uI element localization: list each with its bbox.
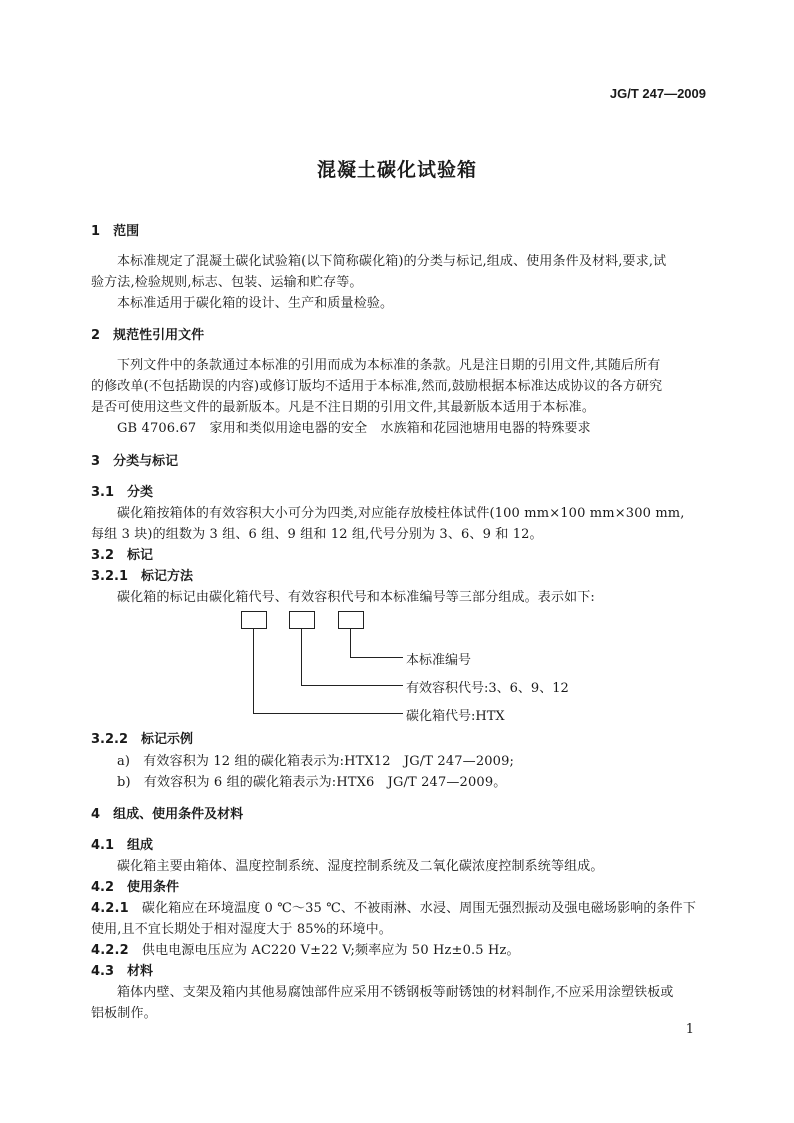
page-number: 1 <box>685 1022 694 1037</box>
section-number: 2 <box>91 328 101 343</box>
section-title: 材料 <box>127 964 154 979</box>
normative-reference: GB 4706.67 家用和类似用途电器的安全 水族箱和花园池塘用电器的特殊要求 <box>117 421 591 436</box>
paragraph-line: 铝板制作。 <box>91 1006 157 1021</box>
section-title: 组成 <box>127 838 154 853</box>
volume-box <box>289 611 315 629</box>
list-item <box>117 771 506 790</box>
paragraph-line: 碳化箱按箱体的有效容积大小可分为四类,对应能存放棱柱体试件(100 mm×100 mm×300 mm, <box>117 506 685 521</box>
list-item-text: 有效容积为 12 组的碳化箱表示为:HTX12 JG/T 247—2009; <box>143 754 515 769</box>
clause-number: 4.2.2 <box>91 943 129 958</box>
section-title: 分类 <box>127 485 154 500</box>
leader-line <box>301 685 403 686</box>
subsection-4-3-heading <box>91 960 153 979</box>
paragraph-line: 下列文件中的条款通过本标准的引用而成为本标准的条款。凡是注日期的引用文件,其随后所有 <box>117 358 661 373</box>
standard-code: JG/T 247—2009 <box>609 86 706 101</box>
paragraph-line: 本标准适用于碳化箱的设计、生产和质量检验。 <box>117 296 394 311</box>
section-number: 4.2 <box>91 880 115 895</box>
section-number: 3.2 <box>91 548 115 563</box>
code-box <box>241 611 267 629</box>
section-number: 1 <box>91 224 101 239</box>
section-title: 标记方法 <box>141 569 194 584</box>
list-marker: a) <box>117 754 131 769</box>
subsection-3-2-2-heading <box>91 728 193 747</box>
paragraph-line: 碳化箱的标记由碳化箱代号、有效容积代号和本标准编号等三部分组成。表示如下: <box>117 590 595 605</box>
clause-text: 供电电源电压应为 AC220 V±22 V;频率应为 50 Hz±0.5 Hz。 <box>141 943 520 958</box>
leader-line <box>253 713 403 714</box>
section-number: 3 <box>91 454 101 469</box>
paragraph-line: 验方法,检验规则,标志、包装、运输和贮存等。 <box>91 275 363 290</box>
label-box-code: 碳化箱代号:HTX <box>406 709 505 724</box>
paragraph-line: 使用,且不宜长期处于相对湿度大于 85%的环境中。 <box>91 922 392 937</box>
subsection-3-2-1-heading <box>91 565 193 584</box>
paragraph-line: 本标准规定了混凝土碳化试验箱(以下简称碳化箱)的分类与标记,组成、使用条件及材料,要求,试 <box>117 254 667 269</box>
paragraph-line: 碳化箱主要由箱体、温度控制系统、湿度控制系统及二氧化碳浓度控制系统等组成。 <box>117 859 604 874</box>
paragraph-line: 的修改单(不包括勘误的内容)或修订版均不适用于本标准,然而,鼓励根据本标准达成协议的各方研究 <box>91 379 663 394</box>
paragraph-line: 箱体内壁、支架及箱内其他易腐蚀部件应采用不锈钢板等耐锈蚀的材料制作,不应采用涂塑铁板或 <box>117 985 674 1000</box>
list-item <box>117 750 514 769</box>
section-1-heading <box>91 220 139 239</box>
leader-line <box>253 629 254 714</box>
section-number: 3.1 <box>91 485 115 500</box>
leader-line <box>350 629 351 658</box>
section-number: 4 <box>91 807 101 822</box>
subsection-3-2-heading <box>91 544 153 563</box>
section-title: 规范性引用文件 <box>113 328 205 343</box>
section-title: 分类与标记 <box>113 454 179 469</box>
clause-text: 碳化箱应在环境温度 0 ℃～35 ℃、不被雨淋、水浸、周围无强烈振动及强电磁场影响的条件下 <box>141 901 696 916</box>
clause-4-2-2 <box>91 939 520 958</box>
section-number: 4.3 <box>91 964 115 979</box>
paragraph-line: 每组 3 块)的组数为 3 组、6 组、9 组和 12 组,代号分别为 3、6、9 和 12。 <box>91 527 543 542</box>
section-title: 标记示例 <box>141 732 194 747</box>
list-item-text: 有效容积为 6 组的碳化箱表示为:HTX6 JG/T 247—2009。 <box>143 775 507 790</box>
page-title: 混凝土碳化试验箱 <box>316 159 477 181</box>
subsection-4-2-heading <box>91 876 179 895</box>
label-volume-code: 有效容积代号:3、6、9、12 <box>406 681 569 696</box>
clause-4-2-1 <box>91 897 696 916</box>
list-marker: b) <box>117 775 131 790</box>
section-title: 使用条件 <box>127 880 180 895</box>
section-title: 范围 <box>113 224 140 239</box>
section-number: 4.1 <box>91 838 115 853</box>
leader-line <box>350 657 403 658</box>
paragraph-line: 是否可使用这些文件的最新版本。凡是不注日期的引用文件,其最新版本适用于本标准。 <box>91 400 595 415</box>
section-number: 3.2.2 <box>91 732 129 747</box>
subsection-3-1-heading <box>91 481 153 500</box>
section-4-heading <box>91 803 243 822</box>
section-2-heading <box>91 324 204 343</box>
label-standard-number: 本标准编号 <box>406 653 472 668</box>
section-3-heading <box>91 450 178 469</box>
leader-line <box>301 629 302 686</box>
clause-number: 4.2.1 <box>91 901 129 916</box>
section-title: 组成、使用条件及材料 <box>113 807 244 822</box>
section-title: 标记 <box>127 548 154 563</box>
subsection-4-1-heading <box>91 834 153 853</box>
section-number: 3.2.1 <box>91 569 129 584</box>
standard-box <box>338 611 364 629</box>
